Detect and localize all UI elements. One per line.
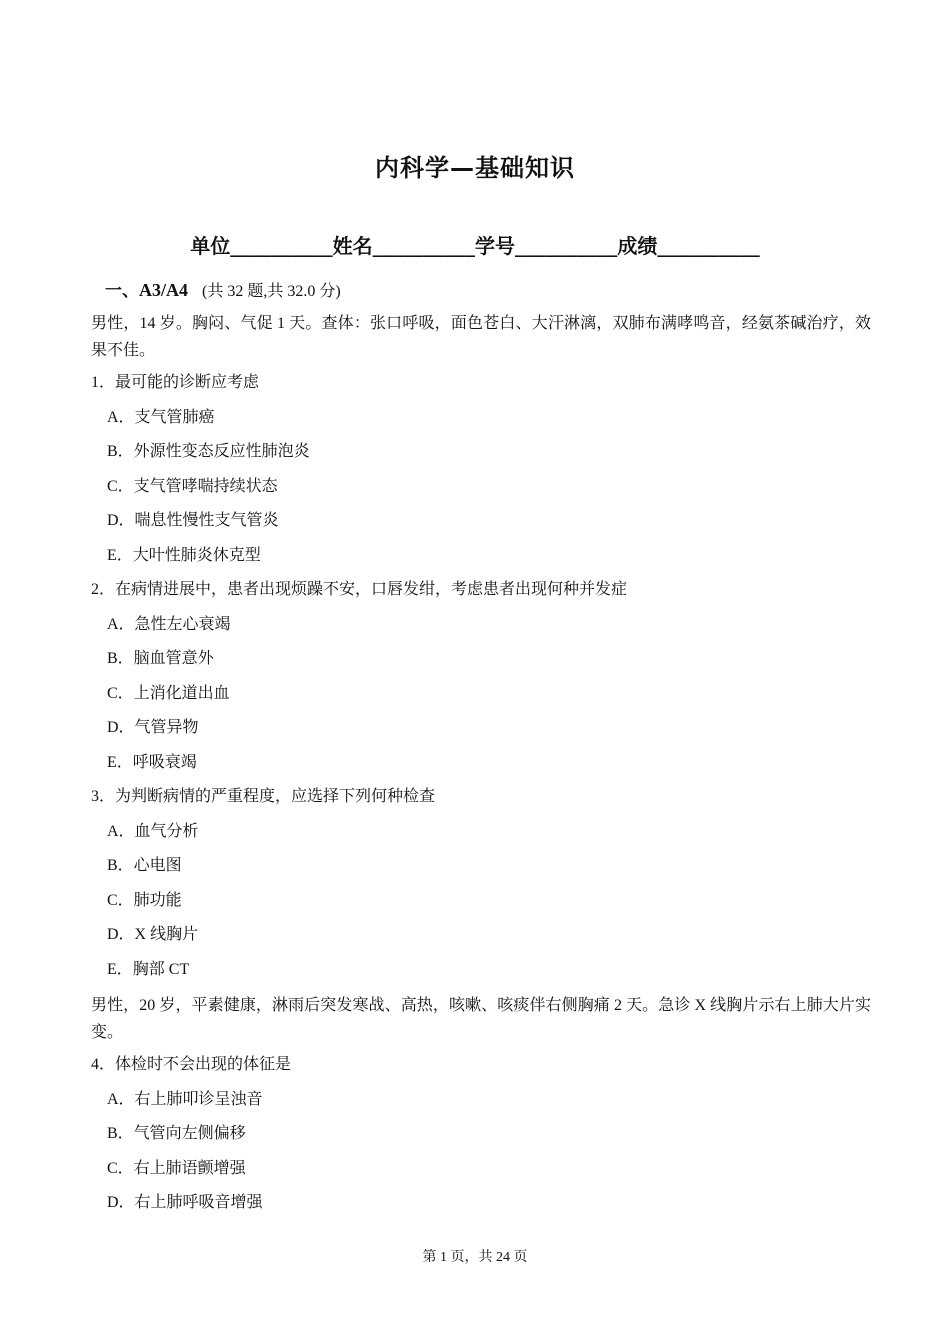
- student-info-row: [0, 230, 950, 259]
- case-description: 男性，20 岁，平素健康，淋雨后突发寒战、高热，咳嗽、咳痰伴右侧胸痛 2 天。急诊 X 线胸片示右上肺大片实变。: [91, 997, 871, 1041]
- answer-option: A．急性左心衰竭: [107, 615, 231, 633]
- unit-blank: __________: [230, 238, 333, 258]
- answer-option: D．右上肺呼吸音增强: [107, 1194, 263, 1211]
- score-label: 成绩: [617, 234, 658, 258]
- section-type: A3/A4: [139, 280, 188, 300]
- student-id-label: 学号: [475, 234, 515, 258]
- answer-option: E．胸部 CT: [107, 960, 190, 978]
- question-stem: 2．在病情进展中，患者出现烦躁不安，口唇发绀，考虑患者出现何种并发症: [91, 581, 628, 598]
- answer-option: E．呼吸衰竭: [107, 753, 197, 771]
- page-footer: 第 1 页，共 24 页: [422, 1250, 528, 1265]
- answer-option: C．肺功能: [107, 891, 182, 909]
- question-stem: 4．体检时不会出现的体征是: [91, 1056, 292, 1073]
- case-description: 男性，14 岁。胸闷、气促 1 天。查体：张口呼吸，面色苍白、大汗淋漓，双肺布满哮鸣音，经氨茶碱治疗，效果不佳。: [91, 315, 871, 359]
- answer-option: D．气管异物: [107, 719, 199, 736]
- score-blank: __________: [657, 238, 760, 258]
- name-blank: __________: [372, 238, 475, 258]
- answer-option: B．外源性变态反应性肺泡炎: [107, 443, 310, 460]
- question-stem: 1．最可能的诊断应考虑: [91, 374, 260, 391]
- question-stem: 3．为判断病情的严重程度，应选择下列何种检查: [91, 788, 436, 805]
- answer-option: E．大叶性肺炎休克型: [107, 546, 261, 564]
- question-content: [91, 310, 871, 1226]
- section-number: 一、: [105, 281, 139, 301]
- document-title: 内科学—基础知识: [375, 154, 575, 182]
- answer-option: D．喘息性慢性支气管炎: [107, 512, 279, 529]
- unit-label: 单位: [190, 234, 231, 258]
- answer-option: B．气管向左侧偏移: [107, 1125, 246, 1142]
- section-heading: [105, 276, 341, 301]
- name-label: 姓名: [332, 234, 373, 258]
- answer-option: C．右上肺语颤增强: [107, 1159, 246, 1177]
- answer-option: B．心电图: [107, 857, 182, 874]
- answer-option: C．上消化道出血: [107, 684, 230, 702]
- student-id-blank: __________: [515, 238, 618, 258]
- answer-option: D．X 线胸片: [107, 926, 199, 943]
- answer-option: A．右上肺叩诊呈浊音: [107, 1090, 263, 1108]
- answer-option: A．支气管肺癌: [107, 408, 215, 426]
- answer-option: C．支气管哮喘持续状态: [107, 477, 278, 495]
- answer-option: A．血气分析: [107, 822, 199, 840]
- section-meta: (共 32 题,共 32.0 分): [202, 283, 341, 300]
- answer-option: B．脑血管意外: [107, 650, 214, 667]
